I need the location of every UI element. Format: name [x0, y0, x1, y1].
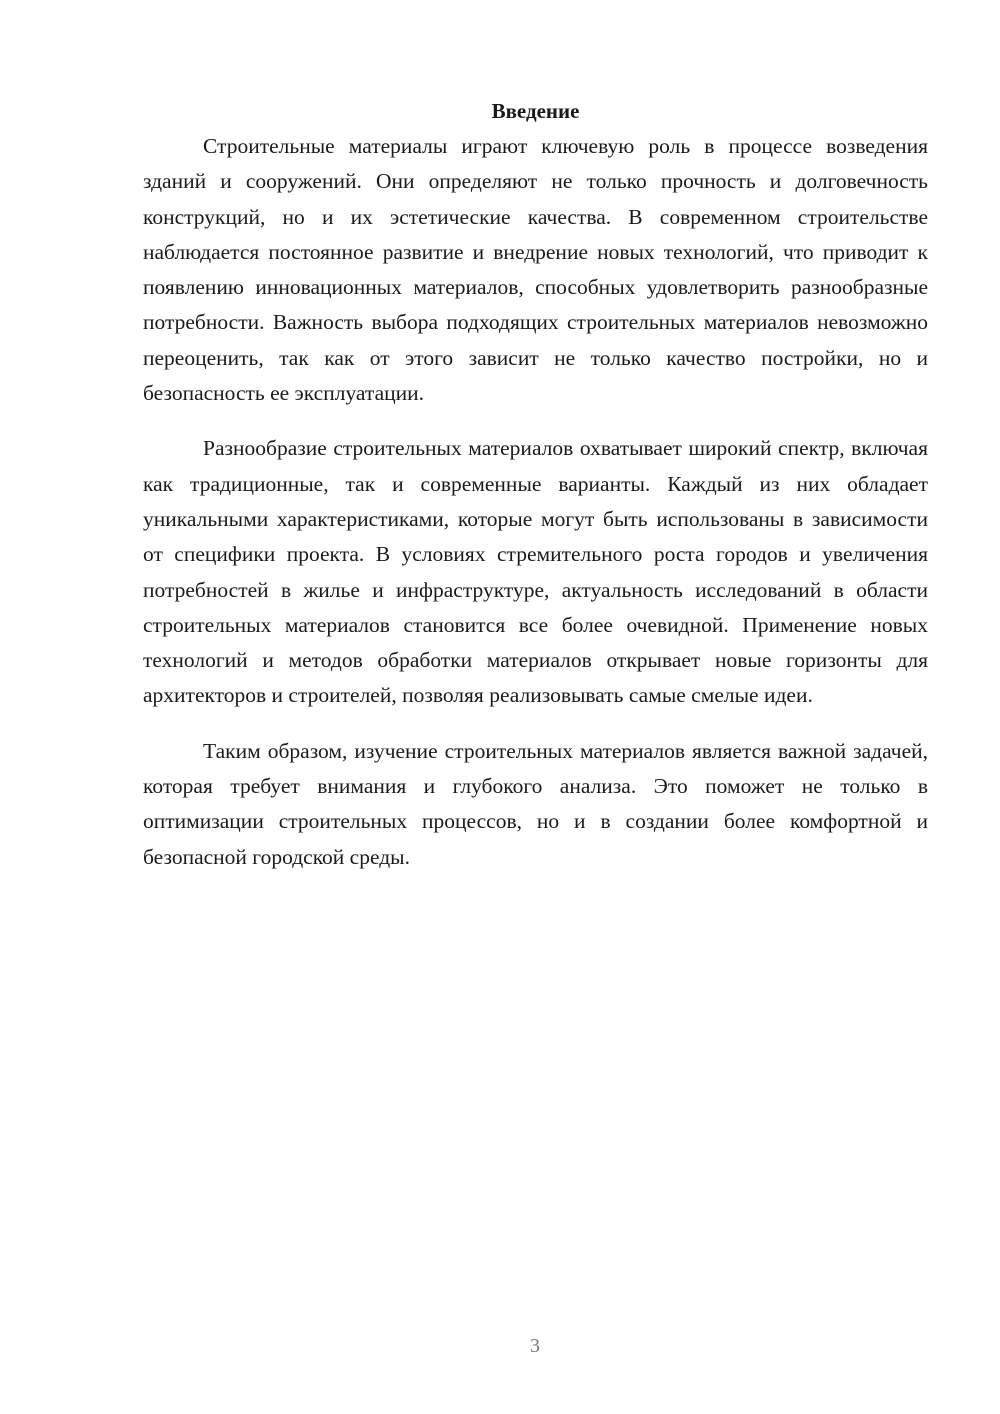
paragraph-1: Строительные материалы играют ключевую роль в процессе возведения зданий и сооружений. Они определяют не только прочность и долговечность конструкций, но и их эстетические качества. В современном строительстве наблюдается постоянное развитие и внедрение новых технологий, что приводит к появлению инновационных материалов, способных удовлетворить разнообразные потребности. Важность выбора подходящих строительных материалов невозможно переоценить, так как от этого зависит не только качество постройки, но и безопасность ее эксплуатации.: [143, 134, 928, 406]
page-content: [143, 96, 928, 875]
page-number: 3: [530, 1335, 540, 1357]
paragraph-3: Таким образом, изучение строительных материалов является важной задачей, которая требует внимания и глубокого анализа. Это поможет не только в оптимизации строительных процессов, но и в создании более комфортной и безопасной городской среды.: [143, 738, 928, 869]
section-heading: Введение: [491, 99, 580, 123]
paragraph-2: Разнообразие строительных материалов охватывает широкий спектр, включая как традиционные, так и современные варианты. Каждый из них обладает уникальными характеристиками, которые могут быть использованы в зависимости от специфики проекта. В условиях стремительного роста городов и увеличения потребностей в жилье и инфраструктуре, актуальность исследований в области строительных материалов становится все более очевидной. Применение новых технологий и методов обработки материалов открывает новые горизонты для архитекторов и строителей, позволяя реализовывать самые смелые идеи.: [143, 436, 928, 708]
